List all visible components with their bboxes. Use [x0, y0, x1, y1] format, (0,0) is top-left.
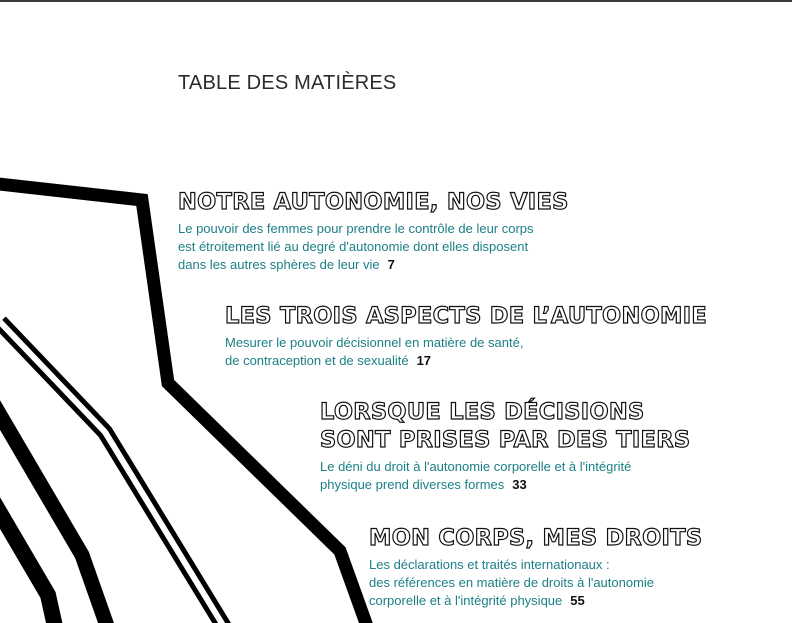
toc-entry[interactable] — [369, 524, 702, 610]
description-line: Mesurer le pouvoir décisionnel en matière de santé, — [225, 335, 524, 350]
description-line: des références en matière de droits à l'autonomie — [369, 575, 655, 590]
description-line-text: physique prend diverses formes — [320, 477, 505, 492]
decorative-corner-stroke — [0, 496, 58, 623]
page-number: 55 — [570, 593, 585, 608]
toc-entry-heading: NOTRE AUTONOMIE, NOS VIES — [178, 189, 569, 215]
toc-entry-heading-line: LORSQUE LES DÉCISIONS — [320, 399, 645, 425]
description-line: Le déni du droit à l'autonomie corporelle et à l'intégrité — [320, 459, 632, 474]
description-line: est étroitement lié au degré d'autonomie dont elles disposent — [178, 239, 529, 254]
description-line — [320, 476, 690, 494]
toc-entry[interactable] — [320, 398, 690, 494]
page-number: 17 — [416, 353, 432, 368]
toc-entry-heading — [320, 398, 690, 454]
description-line — [225, 352, 707, 370]
description-line — [178, 256, 569, 274]
description-line-text: de contraception et de sexualité — [225, 353, 409, 368]
description-line-text: dans les autres sphères de leur vie — [178, 257, 380, 272]
description-line: Les déclarations et traités internationaux : — [369, 557, 610, 572]
toc-entry-heading-line: SONT PRISES PAR DES TIERS — [320, 427, 691, 453]
toc-entry-description — [225, 334, 707, 370]
toc-entry-heading: MON CORPS, MES DROITS — [369, 525, 703, 551]
description-line: Le pouvoir des femmes pour prendre le contrôle de leur corps — [178, 221, 534, 236]
toc-entry-description — [320, 458, 690, 494]
description-line — [369, 592, 702, 610]
toc-entry[interactable] — [225, 302, 707, 370]
toc-title: TABLE DES MATIÈRES — [178, 72, 397, 94]
toc-entry-heading: LES TROIS ASPECTS DE L’AUTONOMIE — [225, 303, 708, 329]
toc-entry-description — [178, 220, 569, 274]
page-number: 7 — [387, 257, 395, 272]
page-number: 33 — [512, 477, 527, 492]
toc-entry-description — [369, 556, 702, 610]
description-line-text: corporelle et à l'intégrité physique — [369, 593, 563, 608]
toc-entry[interactable] — [178, 188, 569, 274]
